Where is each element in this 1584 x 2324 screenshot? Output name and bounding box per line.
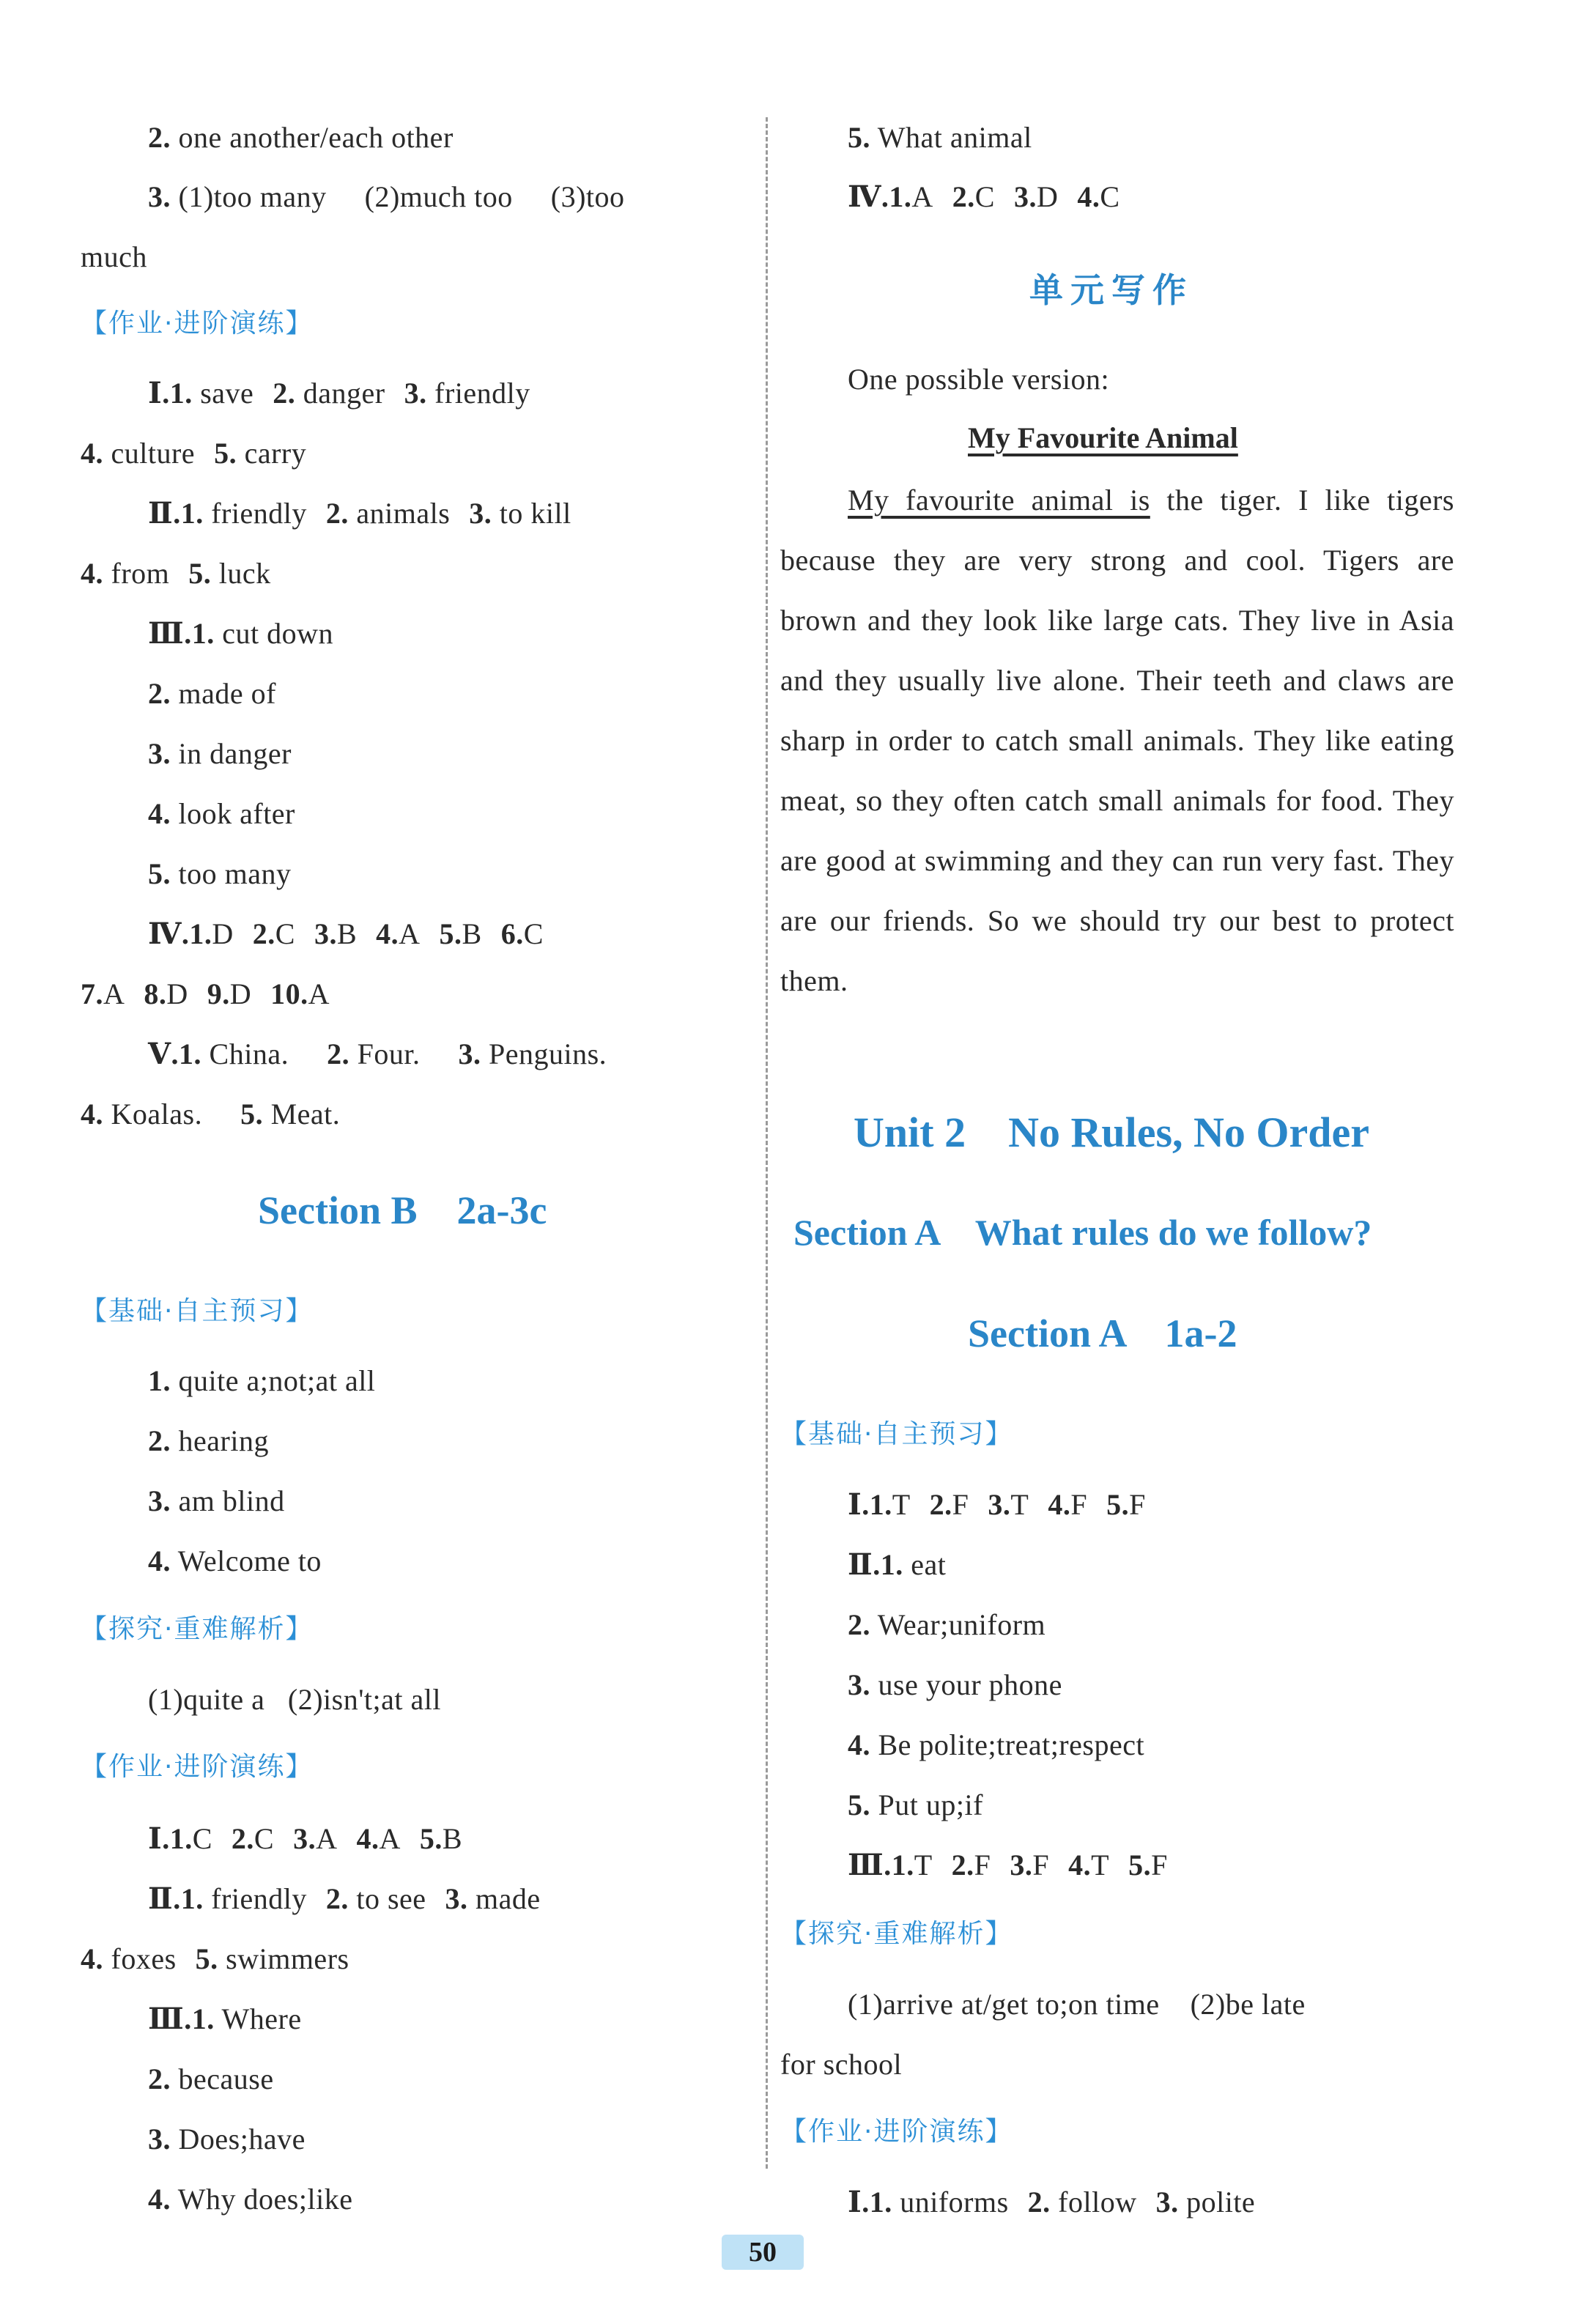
answer-line: 3. Does;have xyxy=(148,2123,306,2155)
section-heading: Section B 2a-3c xyxy=(258,1188,547,1232)
section-tag: 【作业·进阶演练】 xyxy=(81,1752,314,1782)
answer-line: 3. in danger xyxy=(148,737,292,770)
answer-line: 5. Put up;if xyxy=(848,1788,983,1821)
section-tag: 【基础·自主预习】 xyxy=(81,1296,314,1326)
answer-line: 2. because xyxy=(148,2062,274,2095)
answer-line: (1)arrive at/get to;on time (2)be late xyxy=(848,1988,1306,2021)
section-tag: 【探究·重难解析】 xyxy=(780,1919,1013,1949)
answer-line: 4. Why does;like xyxy=(148,2183,353,2216)
answer-line: Ⅱ.1. friendly 2. animals 3. to kill xyxy=(148,497,571,530)
section-tag: 【探究·重难解析】 xyxy=(81,1614,314,1644)
section-tag: 【基础·自主预习】 xyxy=(780,1419,1013,1449)
answer-line: Ⅱ.1. friendly 2. to see 3. made xyxy=(148,1882,541,1915)
answer-line: Ⅳ.1.D 2.C 3.B 4.A 5.B 6.C xyxy=(148,917,544,950)
column-divider xyxy=(766,117,768,2169)
answer-line: 4. from 5. luck xyxy=(81,557,271,590)
answer-line: 4. foxes 5. swimmers xyxy=(81,1942,349,1975)
answer-line: 3. am blind xyxy=(148,1484,285,1517)
essay-underlined-phrase: My favourite animal is xyxy=(848,484,1150,517)
answer-line: 4. Be polite;treat;respect xyxy=(848,1728,1145,1761)
answer-line: 3. use your phone xyxy=(848,1668,1062,1701)
answer-line: 5. too many xyxy=(148,857,292,890)
answer-line: Ⅰ.1. uniforms 2. follow 3. polite xyxy=(848,2186,1256,2218)
answer-line: 2. Wear;uniform xyxy=(848,1608,1046,1641)
answer-line: 4. Welcome to xyxy=(148,1544,322,1577)
unit-heading: Unit 2 No Rules, No Order xyxy=(854,1109,1370,1156)
answer-line: Ⅰ.1.C 2.C 3.A 4.A 5.B xyxy=(148,1822,463,1855)
section-tag: 【作业·进阶演练】 xyxy=(780,2117,1013,2147)
answer-line: Ⅰ.1. save 2. danger 3. friendly xyxy=(148,377,530,410)
answer-line: Ⅲ.1. cut down xyxy=(148,617,333,650)
essay-body xyxy=(780,470,1454,1011)
answer-line: (1)quite a (2)isn't;at all xyxy=(148,1683,441,1716)
answer-line: 7.A 8.D 9.D 10.A xyxy=(81,977,330,1010)
essay-text: the tiger. I like tigers because they are very strong and cool. Tigers are brown and they look like large cats. They live in Asia and they usually live alone. Their teeth and claws are sharp in order to catch small animals. They like eating meat, so they often catch small animals for food. They are good at swimming and they can run very fast. They are our friends. So we should try our best to protect them. xyxy=(780,484,1454,997)
answer-line: 4. culture 5. carry xyxy=(81,437,307,470)
answer-line: 5. What animal xyxy=(848,121,1032,154)
answer-line: Ⅴ.1. China. 2. Four. 3. Penguins. xyxy=(148,1037,607,1070)
answer-line: 4. Koalas. 5. Meat. xyxy=(81,1098,341,1130)
essay-intro: One possible version: xyxy=(848,363,1110,396)
section-heading: Section A What rules do we follow? xyxy=(793,1212,1372,1253)
page-number: 50 xyxy=(722,2235,804,2270)
answer-line: 1. quite a;not;at all xyxy=(148,1364,376,1397)
answer-line: Ⅲ.1. Where xyxy=(148,2002,302,2035)
answer-line: 2. made of xyxy=(148,677,276,710)
essay-title: My Favourite Animal xyxy=(968,421,1238,454)
answer-line: Ⅱ.1. eat xyxy=(848,1548,947,1581)
answer-line: 4. look after xyxy=(148,797,295,830)
section-heading: Section A 1a-2 xyxy=(968,1311,1237,1355)
answer-line: Ⅳ.1.A 2.C 3.D 4.C xyxy=(848,180,1120,213)
answer-line: Ⅰ.1.T 2.F 3.T 4.F 5.F xyxy=(848,1488,1146,1521)
answer-line: 2. hearing xyxy=(148,1424,269,1457)
answer-line: 2. one another/each other xyxy=(148,121,454,154)
section-tag: 【作业·进阶演练】 xyxy=(81,308,314,338)
answer-line: much xyxy=(81,240,147,273)
unit-writing-heading: 单元写作 xyxy=(1029,270,1193,310)
answer-line: for school xyxy=(780,2048,903,2081)
answer-line: 3. (1)too many (2)much too (3)too xyxy=(148,180,625,213)
answer-line: Ⅲ.1.T 2.F 3.F 4.T 5.F xyxy=(848,1849,1168,1881)
